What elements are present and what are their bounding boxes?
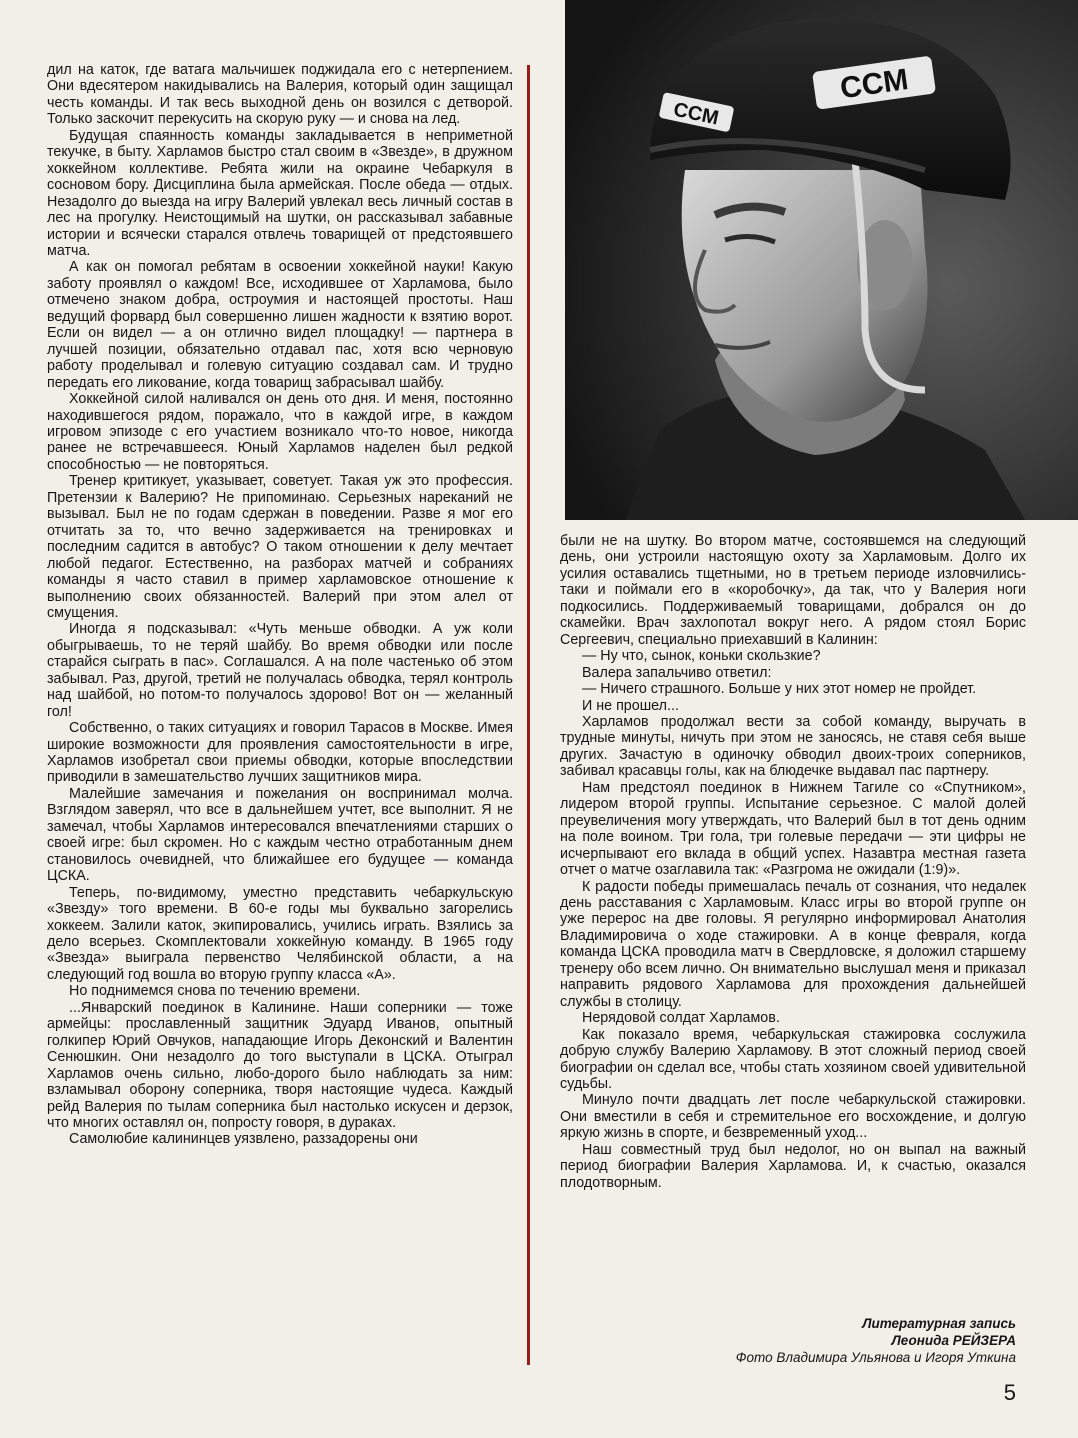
paragraph: Но поднимемся снова по течению времени. xyxy=(69,983,361,1000)
helmet-logo-small: CCM xyxy=(671,98,721,130)
page-number: 5 xyxy=(1003,1380,1016,1405)
hockey-player-portrait xyxy=(565,0,1078,520)
credits xyxy=(736,1315,1016,1366)
paragraph: И не прошел... xyxy=(582,697,679,714)
paragraph: А как он помогал ребятам в освоении хоккейной науки! Какую заботу проявлял о каждом! Все, исходившее от Харламова, было отмечено знаком добра, остроумия и настоящей простоты. Наш ведущий форвард был совершенно лишен жадности к взятию ворот. Если он видел — а он отлично видел площадку! — партнера в лучшей позиции, обязательно отдавал пас, хотя всю черновую работу проделывал и голевую ситуацию создавал сам. И трудно передать его ликование, когда товарищ забрасывал шайбу. xyxy=(47,259,513,391)
credit-author: Леонида РЕЙЗЕРА xyxy=(891,1333,1016,1348)
paragraph: Теперь, по-видимому, уместно представить чебаркульскую «Звезду» того времени. В 60-е годы мы буквально загорелись хоккеем. Залили каток, экипировались, учились играть. Взялись за дело всерьез. Скомплектовали хоккейную команду. В 1965 году «Звезда» выиграла первенство Челябинской области, а на следующий год вошла во вторую группу класса «А». xyxy=(47,884,513,983)
credit-photo: Фото Владимира Ульянова и Игоря Уткина xyxy=(735,1350,1016,1365)
helmet-logo: CCM xyxy=(838,63,911,106)
paragraph: Нам предстоял поединок в Нижнем Тагиле со «Спутником», лидером второй группы. Испытание серьезное. С малой долей преувеличения могу утверждать, что Валерий был в тот день одним на поле воином. Три гола, три голевые передачи — эти цифры не исчерпывают его вклада в общий успех. Назавтра местная газета отчет о матче озаглавила так: «Разгрома не ожидали (1:9)». xyxy=(560,779,1026,879)
paragraph: Валера запальчиво ответил: xyxy=(582,664,772,681)
column-divider xyxy=(527,65,530,1365)
paragraph: Как показало время, чебаркульская стажировка сослужила добрую службу Валерию Харламову. В этот сложный период своей биографии он сделал все, чтобы стать хозяином своей удивительной судьбы. xyxy=(560,1026,1026,1092)
paragraph: Малейшие замечания и пожелания он воспринимал молча. Взглядом заверял, что все в дальнейшем учтет, все выполнит. Я не замечал, чтобы Харламов интересовался впечатлениями старших о своей игре: был скромен. Но с каждым честно отработанным днем становилось очевидней, что ближайшее его будущее — команда ЦСКА. xyxy=(47,785,513,885)
paragraph: Харламов продолжал вести за собой команду, выручать в трудные минуты, ничуть при этом не заносясь, не ставя себя выше других. Зачастую в одиночку обводил двоих-троих соперников, забивал красавцы голы, как на блюдечке выдавал пас партнеру. xyxy=(560,713,1026,780)
player-photo xyxy=(565,0,1078,520)
paragraph: Минуло почти двадцать лет после чебаркульской стажировки. Они вместили в себя и стремительное его восхождение, и долгую яркую жизнь в спорте, и безвременный уход... xyxy=(560,1092,1026,1142)
paragraph: Хоккейной силой наливался он день ото дня. И меня, постоянно находившегося рядом, поражало, что в каждой игре, в каждом игровом эпизоде с его участием возникало что-то новое, никогда ранее не встречавшееся. Юный Харламов наделен был редкой способностью — не повторяться. xyxy=(47,391,513,473)
paragraph: были не на шутку. Во втором матче, состоявшемся на следующий день, они устроили настоящую охоту за Харламовым. Долго их усилия оставались тщетными, но в третьем периоде изловчились-таки и поймали его в «коробочку», да так, что у Валерия ноги подкосились. Поддерживаемый товарищами, добрался он до скамейки. Врач захлопотал вокруг него. А рядом стоял Борис Сергеевич, специально приехавший в Калинин: xyxy=(560,533,1026,648)
left-text-column xyxy=(47,62,513,1148)
paragraph: дил на каток, где ватага мальчишек поджидала его с нетерпением. Они вдесятером накидывались на Валерия, который один защищал честь команды. И так весь выходной день он возился с детворой. Только заскочит перекусить на скорую руку — и снова на лед. xyxy=(47,62,513,128)
paragraph: Будущая спаянность команды закладывается в неприметной текучке, в быту. Харламов быстро стал своим в «Звезде», в дружном хоккейном коллективе. Ребята жили на окраине Чебаркуля в сосновом бору. Дисциплина была армейская. После обеда — отдых. Незадолго до выезда на игру Валерий увлекал весь личный состав в лес на прогулку. Неистощимый на шутки, он рассказывал забавные истории и всячески старался отвлечь товарищей от предстоявшего матча. xyxy=(47,127,513,259)
paragraph: К радости победы примешалась печаль от сознания, что недалек день расставания с Харламовым. Класс игры во второй группе он уже перерос на две головы. Я регулярно информировал Анатолия Владимировича о ходе стажировки. А в конце февраля, когда команда ЦСКА проводила матч в Свердловске, я доложил старшему тренеру обо всем лично. Он внимательно выслушал меня и приказал направить рядового Харламова для прохождения дальнейшей службы в столицу. xyxy=(560,878,1026,1010)
paragraph: Нерядовой солдат Харламов. xyxy=(582,1010,780,1027)
paragraph: — Ничего страшного. Больше у них этот номер не пройдет. xyxy=(582,681,977,698)
paragraph: — Ну что, сынок, коньки скользкие? xyxy=(582,648,821,665)
paragraph: Самолюбие калининцев уязвлено, раззадорены они xyxy=(69,1131,418,1148)
paragraph: ...Январский поединок в Калинине. Наши соперники — тоже армейцы: прославленный защитник Эдуард Иванов, опытный голкипер Юрий Овчуков, нападающие Игорь Деконский и Валентин Сенюшкин. Они незадолго до того выступали в ЦСКА. Отыграл Харламов очень сильно, любо-дорого было наблюдать за ним: взламывал оборону соперника, творя настоящие чудеса. Каждый рейд Валерия по тылам соперника был настолько искусен и дерзок, что многих оставлял он, попросту говоря, в дураках. xyxy=(47,999,513,1131)
paragraph: Тренер критикует, указывает, советует. Такая уж это профессия. Претензии к Валерию? Не припоминаю. Серьезных нареканий не вызывал. Был не по годам сдержан в поведении. Разве я мог его отчитать за то, что вечно задерживается на тренировках и последним садится в автобус? О таком отношении к делу мечтает любой педагог. Естественно, на разборах матчей и собраниях команды я часто ставил в пример харламовское отношение к выполнению своих обязанностей. Валерий при этом алел от смущения. xyxy=(47,473,513,621)
right-text-column xyxy=(560,533,1026,1191)
credit-literary: Литературная запись xyxy=(862,1316,1016,1331)
paragraph: Иногда я подсказывал: «Чуть меньше обводки. А уж коли обыгрываешь, то не теряй шайбу. Во время обводки или после старайся сыграть в пас». Соглашался. А на поле частенько об этом забывал. Раз, другой, третий не получалась обводка, терял контроль над шайбой, но потом-то получалось здорово! Вот он — желанный гол! xyxy=(47,621,513,720)
paragraph: Наш совместный труд был недолог, но он выпал на важный период биографии Валерия Харламова. И, к счастью, оказался плодотворным. xyxy=(560,1141,1026,1191)
paragraph: Собственно, о таких ситуациях и говорил Тарасов в Москве. Имея широкие возможности для проявления самостоятельности в игре, Харламов изобретал свои приемы обводки, которые впоследствии приводили в замешательство лучших защитников мира. xyxy=(47,720,513,786)
